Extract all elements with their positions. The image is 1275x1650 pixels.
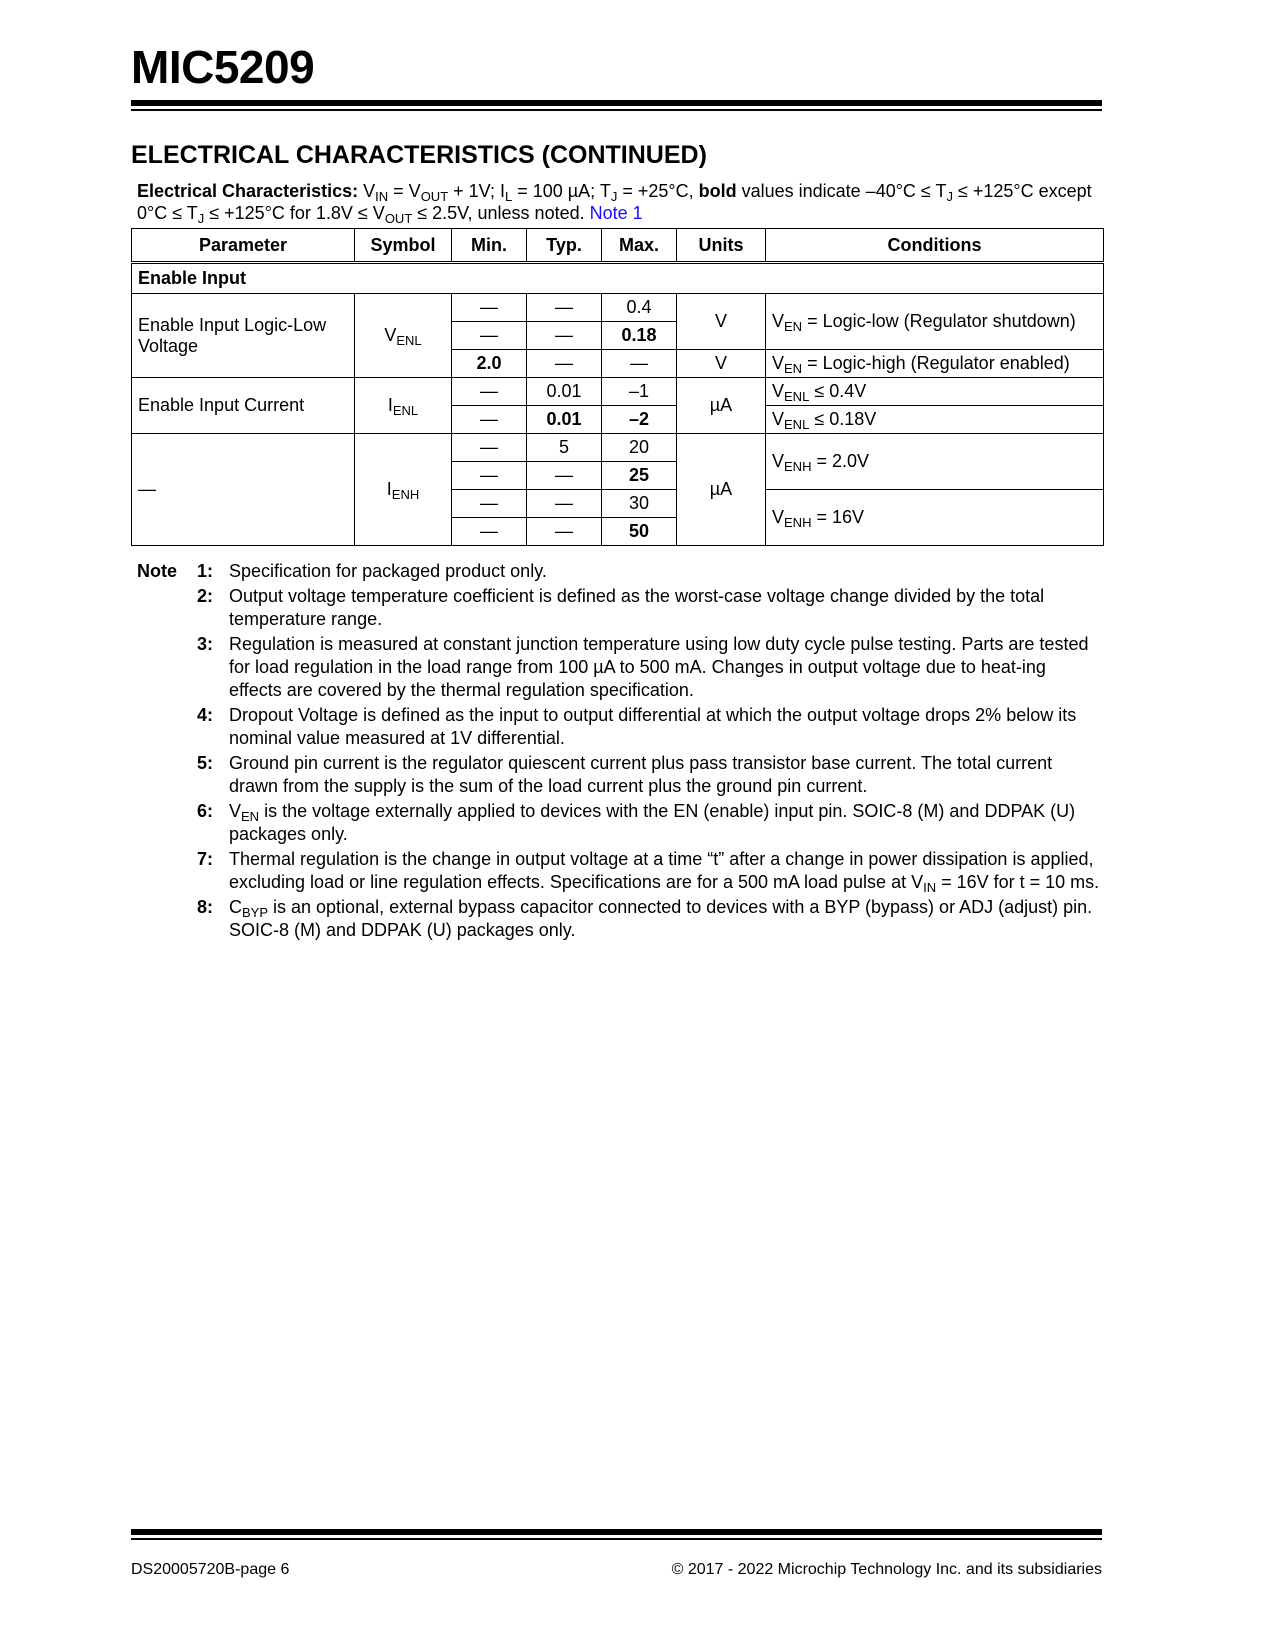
table-row: 2.0 — — V $V_{EN}$ = Logic-high (Regulator enabled) — [132, 350, 1104, 378]
conditions-intro: Electrical Characteristics: $V_{IN} = V_{OUT} + 1V$; $I_L = 100$ µA; $T_J = +25^\circ C$, bold values indicate $-40^\circ C \le T_J \le +125^\circ C$ except $0^\circ C \le T_J \le +125^\circ C$ for $1.8V \le V_{OUT} \le 2.5V$, unless noted. Note 1 — [137, 181, 1092, 226]
note-2: 2: Output voltage temperature coefficient is defined as the worst-case voltage change divided by the total temperature range. — [196, 586, 1045, 629]
note-8: 8: $C_{BYP}$ is an optional, external bypass capacitor connected to devices with a BYP (bypass) or ADJ (adjust) pin. SOIC-8 (M) and DDPAK (U) packages only. — [196, 897, 1093, 940]
param-cell: Enable Input Logic-Low Voltage — [132, 294, 355, 378]
table-row: Enable Input Logic-Low Voltage $V_{ENL}$ — — 0.4 V $V_{EN}$ = Logic-low (Regulator shutdown) — [132, 294, 1104, 322]
electrical-characteristics-table — [131, 228, 1104, 546]
col-parameter: Parameter — [132, 229, 355, 263]
table-header-row — [132, 229, 1104, 263]
section-heading: ELECTRICAL CHARACTERISTICS (CONTINUED) — [131, 141, 707, 169]
note-3: 3: Regulation is measured at constant junction temperature using low duty cycle pulse testing. Parts are tested for load regulation in the load range from 100 µA to 500 mA. Changes in output voltage due to heat-ing effects are covered by the thermal regulation specification. — [196, 634, 1089, 700]
condition-cell: $V_{EN}$ = Logic-low (Regulator shutdown) — [766, 294, 1104, 350]
header-rule-thin — [131, 109, 1102, 111]
condition-cell: $V_{EN}$ = Logic-high (Regulator enabled) — [766, 350, 1104, 378]
table-row: — 0.01 –2 $V_{ENL} \le 0.18V$ — [132, 406, 1104, 434]
col-typ: Typ. — [527, 229, 602, 263]
footer-rule — [131, 1529, 1102, 1535]
header-rule — [131, 100, 1102, 106]
col-max: Max. — [602, 229, 677, 263]
note-4: 4: Dropout Voltage is defined as the input to output differential at which the output voltage drops 2% below its nominal value measured at 1V differential. — [196, 705, 1077, 748]
condition-cell: $V_{ENL} \le 0.18V$ — [766, 406, 1104, 434]
page-title: MIC5209 — [131, 41, 315, 93]
note-1: Note 1: Specification for packaged product only. — [137, 561, 547, 581]
table-section-row: Enable Input — [132, 263, 1104, 294]
condition-cell: $V_{ENH} = 16V$ — [766, 490, 1104, 546]
condition-cell: $V_{ENL} \le 0.4V$ — [766, 378, 1104, 406]
table-row: — — 0.18 — [132, 322, 1104, 350]
col-min: Min. — [452, 229, 527, 263]
symbol-cell: $V_{ENL}$ — [355, 294, 452, 378]
footer-rule-thin — [131, 1538, 1102, 1540]
table-row: — $I_{ENH}$ — 5 20 µA $V_{ENH} = 2.0V$ — [132, 434, 1104, 462]
note-5: 5: Ground pin current is the regulator quiescent current plus pass transistor base current. The total current drawn from the supply is the sum of the load current plus the ground pin current. — [196, 753, 1053, 796]
col-symbol: Symbol — [355, 229, 452, 263]
col-conditions: Conditions — [766, 229, 1104, 263]
param-cell: Enable Input Current — [132, 378, 355, 434]
param-cell: — — [132, 434, 355, 546]
footer-copyright: © 2017 - 2022 Microchip Technology Inc. and its subsidiaries — [671, 1561, 1102, 1578]
note-6: 6: $V_{EN}$ is the voltage externally applied to devices with the EN (enable) input pin. SOIC-8 (M) and DDPAK (U) packages only. — [196, 801, 1076, 844]
notes-section — [137, 560, 1102, 944]
symbol-cell: $I_{ENH}$ — [355, 434, 452, 546]
table-row: — — 25 — [132, 462, 1104, 490]
note-7: 7: Thermal regulation is the change in output voltage at a time “t” after a change in power dissipation is applied, excluding load or line regulation effects. Specifications are for a 500 mA load pulse at $V_{IN} = 16V$ for t = 10 ms. — [196, 849, 1100, 895]
table-row: — — 30 $V_{ENH} = 16V$ — [132, 490, 1104, 518]
col-units: Units — [677, 229, 766, 263]
condition-cell: $V_{ENH} = 2.0V$ — [766, 434, 1104, 490]
symbol-cell: $I_{ENL}$ — [355, 378, 452, 434]
table-row: — — 50 — [132, 518, 1104, 546]
table-row: Enable Input Current $I_{ENL}$ — 0.01 –1 µA $V_{ENL} \le 0.4V$ — [132, 378, 1104, 406]
footer-doc-id: DS20005720B-page 6 — [131, 1561, 290, 1578]
note-1-link[interactable]: Note 1 — [589, 203, 643, 223]
